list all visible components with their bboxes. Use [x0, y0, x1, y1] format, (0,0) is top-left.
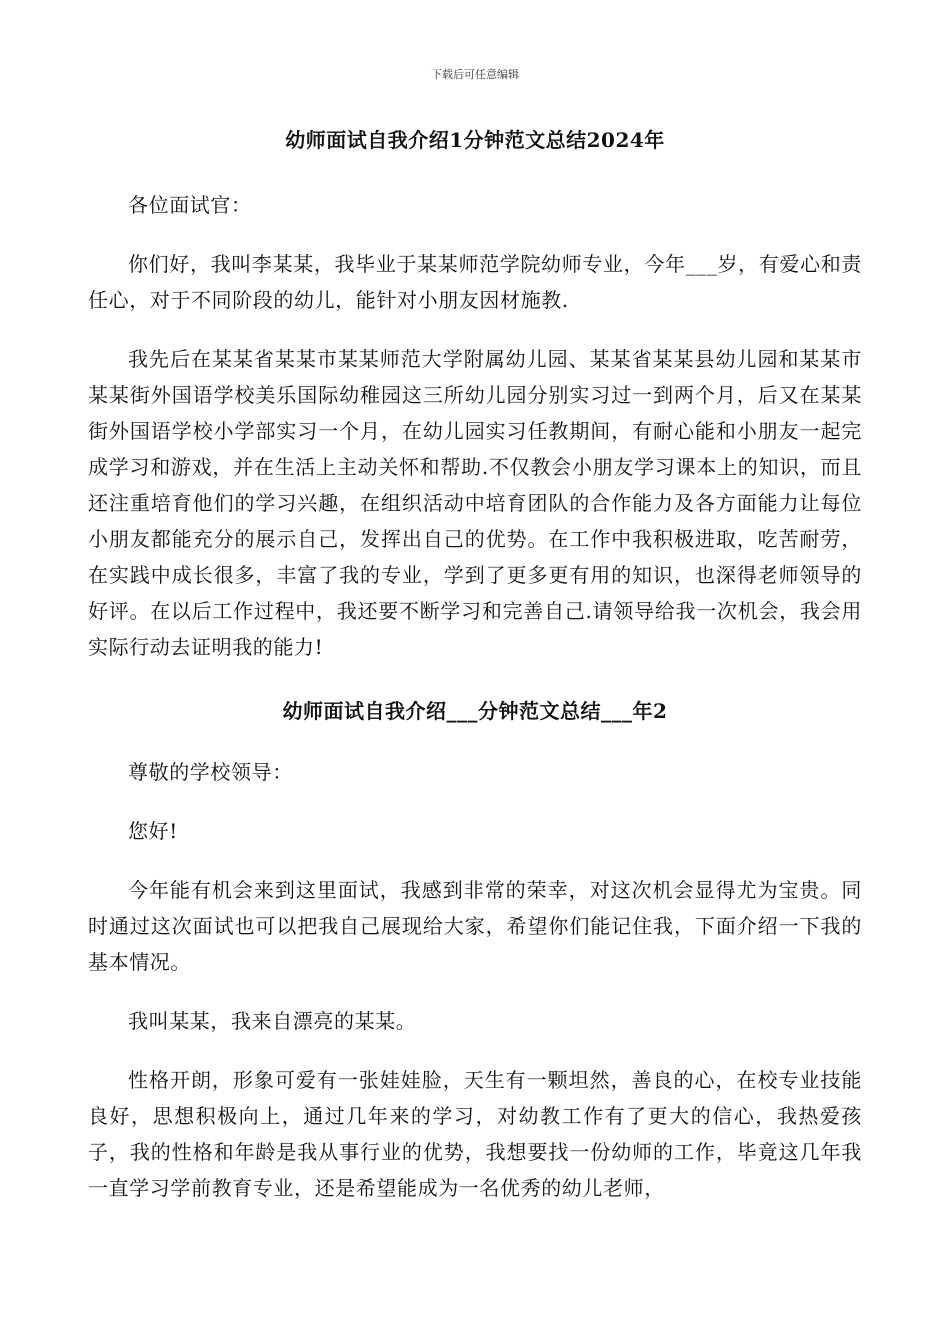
section2-paragraph-1: 尊敬的学校领导： — [128, 760, 293, 784]
section2-paragraph-4: 我叫某某，我来自漂亮的某某。 — [128, 1009, 417, 1033]
section2-title: 幼师面试自我介绍___分钟范文总结___年2 — [282, 699, 668, 723]
section1-paragraph-2: 你们好，我叫李某某，我毕业于某某师范学院幼师专业，今年___岁，有爱心和责任心，对于不同阶段的幼儿，能针对小朋友因材施教. — [88, 252, 862, 312]
section1-paragraph-3: 我先后在某某省某某市某某师范大学附属幼儿园、某某省某某县幼儿园和某某市某某街外国语学校美乐国际幼稚园这三所幼儿园分别实习过一到两个月，后又在某某街外国语学校小学部实习一个月，在幼儿园实习任教期间，有耐心能和小朋友一起完成学习和游戏，并在生活上主动关怀和帮助.不仅教会小朋友学习课本上的知识，而且还注重培育他们的学习兴趣，在组织活动中培育团队的合作能力及各方面能力让每位小朋友都能充分的展示自己，发挥出自己的优势。在工作中我积极进取，吃苦耐劳，在实践中成长很多，丰富了我的专业，学到了更多更有用的知识，也深得老师领导的好评。在以后工作过程中，我还要不断学习和完善自己.请领导给我一次机会，我会用实际行动去证明我的能力! — [88, 347, 862, 659]
section1-title: 幼师面试自我介绍1分钟范文总结2024年 — [285, 128, 665, 152]
header-note: 下载后可任意编辑 — [431, 68, 519, 81]
section2-paragraph-3: 今年能有机会来到这里面试，我感到非常的荣幸，对这次机会显得尤为宝贵。同时通过这次面试也可以把我自己展现给大家，希望你们能记住我，下面介绍一下我的基本情况。 — [88, 878, 862, 974]
document-body — [88, 112, 862, 1229]
section2-paragraph-5: 性格开朗，形象可爱有一张娃娃脸，天生有一颗坦然，善良的心，在校专业技能良好，思想积极向上，通过几年来的学习，对幼教工作有了更大的信心，我热爱孩子，我的性格和年龄是我从事行业的优势，我想要找一份幼师的工作，毕竟这几年我一直学习学前教育专业，还是希望能成为一名优秀的幼儿老师， — [88, 1068, 862, 1200]
section2-paragraph-2: 您好! — [128, 819, 178, 843]
section1-paragraph-1: 各位面试官： — [128, 193, 252, 217]
